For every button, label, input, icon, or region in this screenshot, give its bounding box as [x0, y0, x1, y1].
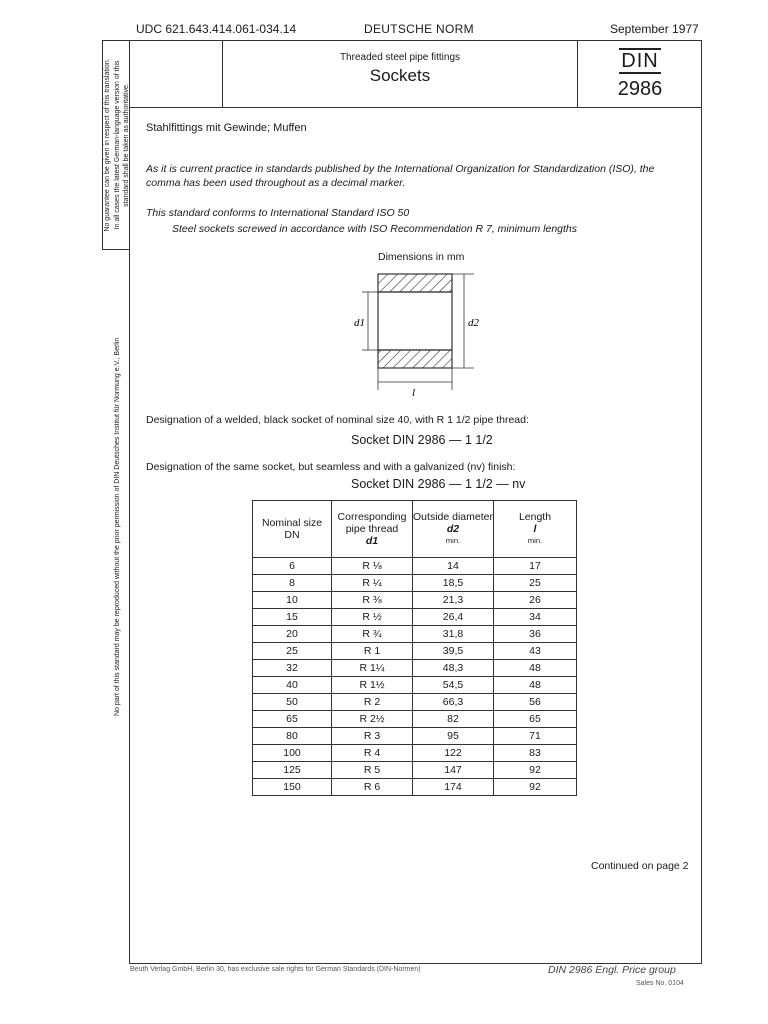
cell-dn: 100: [253, 745, 332, 762]
socket-bore: [378, 292, 452, 350]
table-row: [253, 762, 577, 779]
disclaimer-line-1: No guarantee can be given in respect of this translation.: [104, 58, 111, 232]
table-row: [253, 558, 577, 575]
cell-thread: R 2½: [332, 711, 413, 728]
cell-d2: 26,4: [413, 609, 494, 626]
header-length-symbol: l: [533, 523, 537, 535]
table-row: [253, 677, 577, 694]
cell-dn: 32: [253, 660, 332, 677]
table-row: [253, 711, 577, 728]
cell-thread: R ⅛: [332, 558, 413, 575]
header-outside-symbol: d2: [446, 523, 460, 535]
cell-thread: R 1¼: [332, 660, 413, 677]
dimensions-label: Dimensions in mm: [378, 251, 465, 263]
cell-d2: 95: [413, 728, 494, 745]
cell-dn: 80: [253, 728, 332, 745]
table-row: [253, 745, 577, 762]
header-outside-unit: min.: [445, 536, 461, 545]
cell-dn: 20: [253, 626, 332, 643]
cell-d2: 21,3: [413, 592, 494, 609]
cell-d2: 82: [413, 711, 494, 728]
table-row: [253, 626, 577, 643]
cell-thread: R 6: [332, 779, 413, 796]
table-row: [253, 643, 577, 660]
socket-designation-2: Socket DIN 2986 — 1 1/2 — nv: [351, 477, 526, 491]
continued-note: Continued on page 2: [591, 860, 689, 872]
cell-thread: R 3: [332, 728, 413, 745]
cell-dn: 150: [253, 779, 332, 796]
cell-l: 26: [494, 592, 577, 609]
cell-l: 25: [494, 575, 577, 592]
cell-dn: 15: [253, 609, 332, 626]
header-thread-symbol: d1: [365, 535, 379, 547]
table-row: [253, 660, 577, 677]
cell-thread: R ¼: [332, 575, 413, 592]
cell-thread: R 1½: [332, 677, 413, 694]
header-thread-label: Corresponding pipe thread: [337, 511, 407, 535]
header-nominal-sub: DN: [284, 529, 300, 541]
cell-thread: R 1: [332, 643, 413, 660]
header-length-label: Length: [518, 511, 552, 523]
din-number: 2986: [617, 78, 663, 100]
disclaimer-line-3: standard shall be taken as authoritative.: [123, 83, 130, 207]
reproduction-notice: No part of this standard may be reproduced without the prior permission of DIN Deutsches Institut für Normung e.V., Berlin: [114, 337, 121, 716]
cell-l: 92: [494, 762, 577, 779]
cell-thread: R 2: [332, 694, 413, 711]
comma-note: As it is current practice in standards published by the International Organization for Standardization (ISO), the comma has been used throughout as a decimal marker.: [146, 163, 655, 189]
cell-l: 48: [494, 677, 577, 694]
din-logo-text: DIN: [621, 50, 659, 72]
cell-dn: 6: [253, 558, 332, 575]
header-nominal-label: Nominal size: [261, 517, 323, 529]
cell-d2: 66,3: [413, 694, 494, 711]
cell-d2: 39,5: [413, 643, 494, 660]
page-title: Sockets: [369, 66, 431, 85]
cell-l: 65: [494, 711, 577, 728]
cell-d2: 147: [413, 762, 494, 779]
cell-l: 56: [494, 694, 577, 711]
cell-dn: 65: [253, 711, 332, 728]
cell-l: 83: [494, 745, 577, 762]
socket-wall-top: [378, 274, 452, 292]
cell-d2: 122: [413, 745, 494, 762]
disclaimer-line-2: In all cases the latest German-language version of this: [113, 60, 121, 230]
cell-l: 71: [494, 728, 577, 745]
cell-dn: 8: [253, 575, 332, 592]
cell-thread: R 5: [332, 762, 413, 779]
socket-wall-bottom: [378, 350, 452, 368]
cell-l: 48: [494, 660, 577, 677]
udc-number: UDC 621.643.414.061-034.14: [136, 22, 297, 36]
header-pipe-thread: [332, 501, 413, 558]
table-header-row: [253, 501, 577, 558]
translation-disclaimer-box: [102, 40, 130, 250]
table-row: [253, 728, 577, 745]
dimensions-table: [252, 500, 577, 796]
header-outside-label: Outside diameter: [413, 511, 493, 523]
conformance-note: This standard conforms to International Standard ISO 50: [146, 207, 410, 219]
cell-d2: 18,5: [413, 575, 494, 592]
cell-d2: 54,5: [413, 677, 494, 694]
header-length-unit: min.: [527, 536, 543, 545]
cell-d2: 48,3: [413, 660, 494, 677]
table-row: [253, 592, 577, 609]
cell-thread: R ½: [332, 609, 413, 626]
label-d1: d1: [354, 317, 365, 329]
table-row: [253, 779, 577, 796]
cell-dn: 125: [253, 762, 332, 779]
footer-price-group: DIN 2986 Engl. Price group: [548, 964, 676, 976]
socket-drawing: [340, 262, 490, 402]
header-outside-diameter: [413, 501, 494, 558]
header-nominal-size: [253, 501, 332, 558]
cell-l: 17: [494, 558, 577, 575]
cell-dn: 25: [253, 643, 332, 660]
cell-l: 43: [494, 643, 577, 660]
designation-welded: Designation of a welded, black socket of nominal size 40, with R 1 1/2 pipe thread:: [146, 414, 529, 426]
cell-thread: R ¾: [332, 626, 413, 643]
footer-sales-number: Sales No. 0104: [636, 980, 684, 987]
din-logo: [578, 50, 702, 73]
publication-date: September 1977: [610, 22, 699, 36]
table-row: [253, 575, 577, 592]
german-title: Stahlfittings mit Gewinde; Muffen: [146, 122, 307, 134]
cell-l: 36: [494, 626, 577, 643]
cell-d2: 14: [413, 558, 494, 575]
designation-seamless: Designation of the same socket, but seamless and with a galvanized (nv) finish:: [146, 461, 516, 473]
title-subtitle: Threaded steel pipe fittings: [339, 52, 461, 63]
cell-thread: R 4: [332, 745, 413, 762]
steel-sockets-note: Steel sockets screwed in accordance with ISO Recommendation R 7, minimum lengths: [172, 223, 578, 235]
label-l: l: [412, 387, 416, 399]
cell-dn: 40: [253, 677, 332, 694]
table-row: [253, 609, 577, 626]
cell-d2: 174: [413, 779, 494, 796]
cell-l: 34: [494, 609, 577, 626]
header-length: [494, 501, 577, 558]
table-row: [253, 694, 577, 711]
cell-l: 92: [494, 779, 577, 796]
cell-dn: 50: [253, 694, 332, 711]
socket-designation-1: Socket DIN 2986 — 1 1/2: [351, 433, 493, 447]
cell-d2: 31,8: [413, 626, 494, 643]
label-d2: d2: [468, 317, 479, 329]
deutsche-norm-label: DEUTSCHE NORM: [364, 22, 474, 36]
cell-dn: 10: [253, 592, 332, 609]
footer-publisher: Beuth Verlag GmbH, Berlin 30, has exclusive sale rights for German Standards (DIN-Normen): [130, 966, 421, 973]
cell-thread: R ⅜: [332, 592, 413, 609]
